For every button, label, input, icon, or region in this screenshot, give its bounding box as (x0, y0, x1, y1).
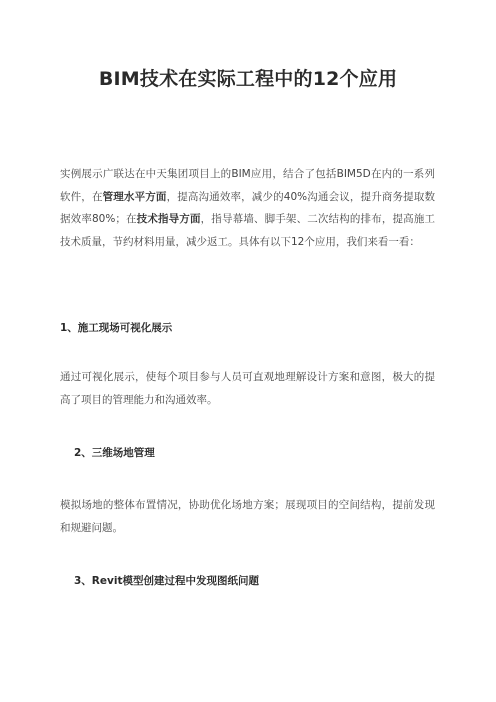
intro-text-1: 实例展示广联达在中天集团项目上的BIM应用，结合了包括BIM5D在内的一系列软件，在 (60, 168, 435, 203)
section-body-1: 通过可视化展示，使每个项目参与人员可直观地理解设计方案和意图，极大的提高了项目的管理能力和沟通效率。 (60, 371, 435, 406)
section-heading-2: 2、三维场地管理 (74, 447, 155, 459)
intro-text-3: ，指导幕墙、脚手架、二次结构的排布，提高施工技术质量，节约材料用量，减少返工。具体有以下12个应用，我们来看一看： (60, 213, 436, 248)
intro-bold-1: 管理水平方面 (102, 190, 167, 203)
intro-bold-2: 技术指导方面 (136, 213, 201, 225)
section-heading-3: 3、Revit模型创建过程中发现图纸问题 (74, 575, 259, 587)
section-heading-1: 1、施工现场可视化展示 (60, 322, 173, 334)
intro-paragraph (60, 163, 435, 253)
section-body-2: 模拟场地的整体布置情况，协助优化场地方案；展现项目的空间结构，提前发现和规避问题。 (60, 499, 435, 534)
document-title: BIM技术在实际工程中的12个应用 (98, 68, 398, 90)
intro-text-2: ，提高沟通效率，减少的40%沟通会议，提升商务提取数据效率80%；在 (60, 190, 435, 225)
